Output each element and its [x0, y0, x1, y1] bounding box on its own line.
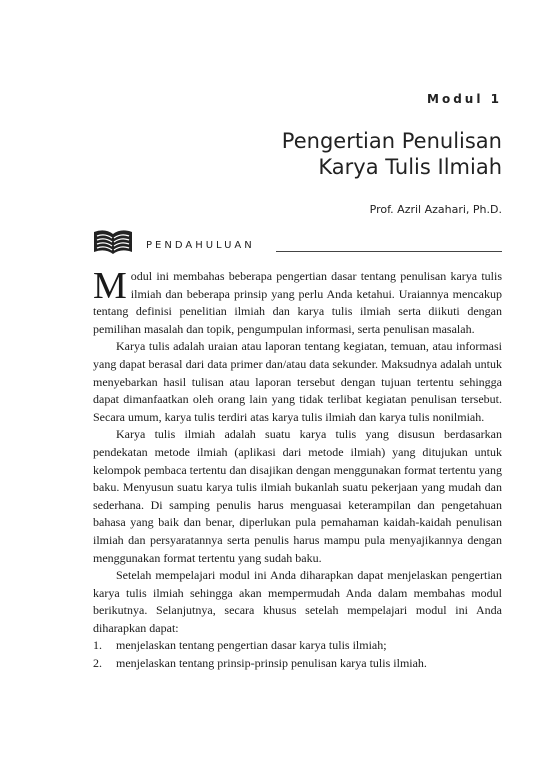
- author-name: Prof. Azril Azahari, Ph.D.: [369, 203, 502, 216]
- paragraph-intro-text: odul ini membahas beberapa pengertian dasar tentang penulisan karya tulis ilmiah dan beberapa prinsip yang perlu Anda ketahui. Uraiannya mencakup tentang definisi penelitian ilmiah dan karya tulis ilmiah serta diikuti dengan pemilihan masalah dan topik, pengumpulan informasi, serta penulisan masalah.: [93, 269, 502, 336]
- page-title: [282, 128, 502, 180]
- objectives-list: [93, 637, 502, 672]
- book-pages-icon: [93, 230, 133, 256]
- title-line-1: Pengertian Penulisan: [281, 129, 502, 153]
- title-line-2: Karya Tulis Ilmiah: [318, 155, 502, 179]
- body-text: [93, 265, 502, 673]
- list-item-text: menjelaskan tentang prinsip-prinsip penulisan karya tulis ilmiah.: [116, 656, 427, 671]
- paragraph-scientific-writing: Karya tulis ilmiah adalah suatu karya tulis yang disusun berdasarkan pendekatan metode ilmiah (aplikasi dari metode ilmiah) yang ditujukan untuk kelompok pembaca tertentu dan disajikan dengan menggunakan format tertentu yang baku. Menyusun suatu karya tulis ilmiah bukanlah suatu pekerjaan yang mudah dan sederhana. Di samping penulis harus menguasai keterampilan dan pengetahuan bahasa yang baik dan benar, diperlukan pula pemahaman kaidah-kaidah penulisan ilmiah dan persyaratannya serta penulis harus mampu pula menyajikannya dengan menggunakan format tertentu yang sudah baku.: [93, 427, 502, 565]
- paragraph-definition: Karya tulis adalah uraian atau laporan tentang kegiatan, temuan, atau informasi yang dapat berasal dari data primer dan/atau data sekunder. Maksudnya adalah untuk menyebarkan hasil tulisan atau laporan tersebut dengan tujuan tertentu sehingga dapat dimanfaatkan oleh orang lain yang tidak terlibat kegiatan penulisan tersebut. Secara umum, karya tulis terdiri atas karya tulis ilmiah dan karya tulis nonilmiah.: [93, 339, 502, 424]
- list-item: [93, 655, 502, 673]
- paragraph-objectives: Setelah mempelajari modul ini Anda diharapkan dapat menjelaskan pengertian karya tulis ilmiah sehingga akan mempermudah Anda dalam membahas modul berikutnya. Selanjutnya, secara khusus setelah mempelajari modul ini Anda diharapkan dapat:: [93, 568, 502, 635]
- section-divider: [276, 251, 502, 252]
- list-item-number: 1.: [93, 638, 102, 653]
- section-title: PENDAHULUAN: [146, 240, 255, 251]
- list-item-number: 2.: [93, 656, 102, 671]
- list-item-text: menjelaskan tentang pengertian dasar karya tulis ilmiah;: [116, 638, 387, 653]
- module-label: Modul 1: [427, 92, 502, 106]
- paragraph-intro: [93, 265, 502, 338]
- list-item: [93, 637, 502, 655]
- drop-cap: M: [93, 265, 127, 307]
